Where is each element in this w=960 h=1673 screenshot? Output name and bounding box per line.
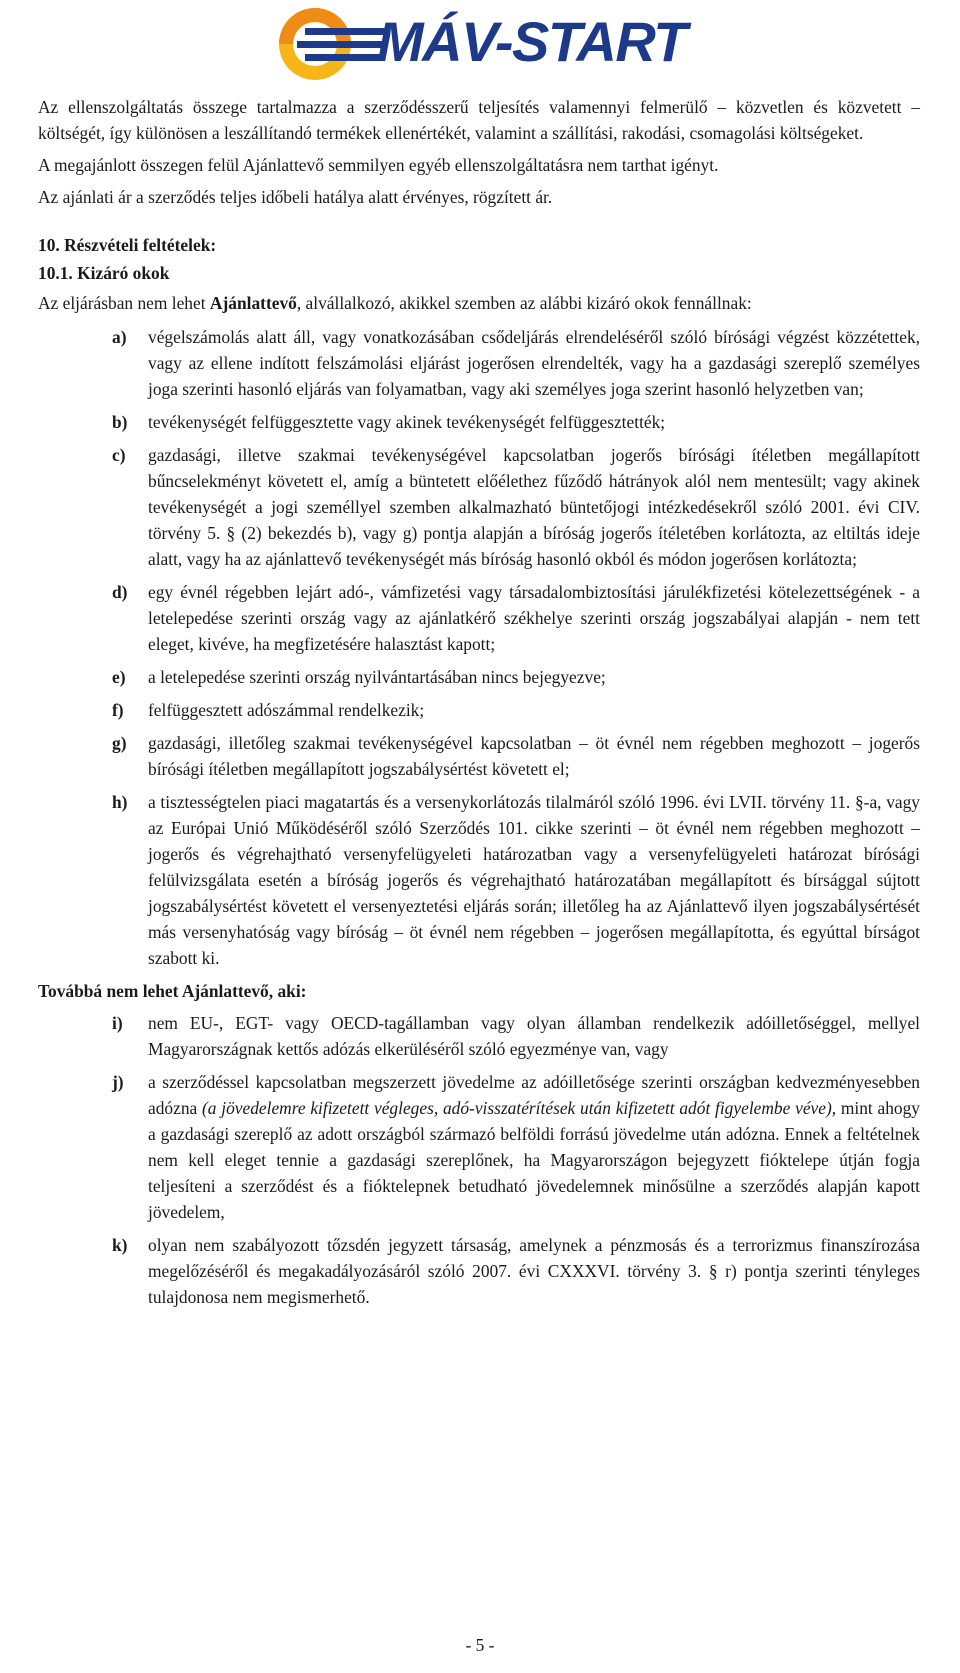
main-content xyxy=(38,94,920,1317)
item-j-text-before: a szerződéssel kapcsolatban megszerzett jövedelme az adóilletősége szerinti országban kedvezményesebben adózna xyxy=(148,1072,920,1118)
list-item-marker: j) xyxy=(112,1072,124,1092)
intro-paragraph-2: A megajánlott összegen felül Ajánlattevő semmilyen egyéb ellenszolgáltatásra nem tarthat igényt. xyxy=(38,155,719,175)
list-item-marker: k) xyxy=(112,1235,128,1255)
list-item xyxy=(38,789,920,971)
section-title: 10. Részvételi feltételek: xyxy=(38,235,217,255)
further-heading: Továbbá nem lehet Ajánlattevő, aki: xyxy=(38,981,307,1001)
list-item xyxy=(38,1232,920,1310)
list-item-marker: i) xyxy=(112,1013,123,1033)
mav-start-logo xyxy=(275,4,686,86)
logo-emblem-icon xyxy=(275,4,385,86)
list-item xyxy=(38,697,920,723)
logo-text: MÁV-START xyxy=(377,10,686,73)
list-item-text: egy évnél régebben lejárt adó-, vámfizetési vagy társadalombiztosítási járulékfizetési kötelezettségének - a letelepedése szerinti ország vagy az ajánlatkérő székhelye szerinti ország jogszabályai alapján - nem tett eleget, kivéve, ha megfizetésére halasztást kapott; xyxy=(148,582,920,654)
list-item-marker: b) xyxy=(112,412,128,432)
list-item-text: olyan nem szabályozott tőzsdén jegyzett társaság, amelynek a pénzmosás és a terrorizmus finanszírozása megelőzéséről és megakadályozásáról szóló 2007. évi CXXXVI. törvény 3. § r) pontja szerinti tényleges tulajdonosa nem megismerhető. xyxy=(148,1235,920,1307)
item-j-text-italic: (a jövedelemre kifizetett végleges, adó-visszatérítések után kifizetett adót figyelembe véve) xyxy=(202,1098,832,1118)
lead-text-before: Az eljárásban nem lehet xyxy=(38,293,210,313)
list-item-text: végelszámolás alatt áll, vagy vonatkozásában csődeljárás elrendeléséről szóló bírósági végzést közzétettek, vagy az ellene indított felszámolási eljárást jogerősen elrendelték, vagy ha a gazdasági szereplő személyes joga szerinti hasonló eljárás van folyamatban, vagy aki személyes joga szerint hasonló helyzetben van; xyxy=(148,327,920,399)
exclusion-list xyxy=(38,324,920,971)
lead-text-bold: Ajánlattevő xyxy=(209,293,297,313)
list-item xyxy=(38,664,920,690)
list-item-text: nem EU-, EGT- vagy OECD-tagállamban vagy olyan államban rendelkezik adóilletőséggel, mellyel Magyarországnak kettős adózás elkerüléséről szóló egyezménye van, vagy xyxy=(148,1013,920,1059)
list-item-text: felfüggesztett adószámmal rendelkezik; xyxy=(148,700,425,720)
page-number: - 5 - xyxy=(465,1635,495,1655)
exclusion-lead xyxy=(38,290,920,316)
list-item xyxy=(38,324,920,402)
list-item-marker: d) xyxy=(112,582,128,602)
list-item-marker: f) xyxy=(112,700,124,720)
list-item xyxy=(38,730,920,782)
list-item xyxy=(38,579,920,657)
intro-paragraph-1: Az ellenszolgáltatás összege tartalmazza a szerződésszerű teljesítés valamennyi felmerülő – közvetlen és közvetett – költségét, így különösen a leszállítandó termékek ellenértékét, valamint a szállítási, rakodási, csomagolási költségeket. xyxy=(38,97,920,143)
item-j-text-after: , mint ahogy a gazdasági szereplő az adott országból származó belföldi forrású jövedelme után adózna. Ennek a feltételnek nem kell eleget tennie a gazdasági szereplőnek, ha Magyarországon bejegyzett fióktelepe útján fogja teljesíteni a szerződést és a fióktelepnek betudható jövedelemnek minősülne a szerződés alapján kapott jövedelem, xyxy=(148,1098,920,1222)
list-item-text: a tisztességtelen piaci magatartás és a versenykorlátozás tilalmáról szóló 1996. évi LVII. törvény 11. §-a, vagy az Európai Unió Működéséről szóló Szerződés 101. cikke szerinti – öt évnél nem régebben meghozott – jogerős és végrehajtható versenyfelügyeleti határozatban vagy a versenyfelügyeleti határozat bírósági felülvizsgálata esetén a bíróság jogerős és végrehajtható határozatában megállapított és bírsággal sújtott jogszabálysértést követett el versenyeztetési eljárás során; illetőleg ha az Ajánlattevő ilyen jogszabálysértését más versenyhatóság vagy bíróság – öt évnél nem régebben – jogerősen megállapította, és egyúttal bírságot szabott ki. xyxy=(148,792,920,968)
section-subtitle: 10.1. Kizáró okok xyxy=(38,263,170,283)
list-item-text xyxy=(148,1069,920,1225)
lead-text-after: , alvállalkozó, akikkel szemben az alábbi kizáró okok fennállnak: xyxy=(296,293,752,313)
list-item-text: gazdasági, illetve szakmai tevékenységével kapcsolatban jogerős bírósági ítéletben megállapított bűncselekményt követett el, amíg a büntetett előélethez fűződő hátrányok alól nem mentesült; vagy akinek tevékenységét a jogi személlyel szemben alkalmazható büntetőjogi intézkedésekről szóló 2001. évi CIV. törvény 5. § (2) bekezdés b), vagy g) pontja alapján a bíróság jogerős ítéletében korlátozta, az eltiltás ideje alatt, vagy ha az ajánlattevő tevékenységét más bíróság hasonló okból és módon jogerősen korlátozta; xyxy=(148,445,920,569)
list-item-marker: e) xyxy=(112,667,126,687)
list-item-marker: g) xyxy=(112,733,127,753)
list-item xyxy=(38,1010,920,1062)
list-item xyxy=(38,1069,920,1225)
list-item-text: tevékenységét felfüggesztette vagy akinek tevékenységét felfüggesztették; xyxy=(148,412,666,432)
list-item-marker: c) xyxy=(112,445,126,465)
list-item-text: gazdasági, illetőleg szakmai tevékenységével kapcsolatban – öt évnél nem régebben meghozott – jogerős bírósági ítéletben megállapított jogszabálysértést követett el; xyxy=(148,733,920,779)
list-item xyxy=(38,442,920,572)
list-item xyxy=(38,409,920,435)
further-exclusion-list xyxy=(38,1010,920,1310)
list-item-marker: a) xyxy=(112,327,127,347)
intro-paragraph-3: Az ajánlati ár a szerződés teljes időbeli hatálya alatt érvényes, rögzített ár. xyxy=(38,187,553,207)
list-item-text: a letelepedése szerinti ország nyilvántartásában nincs bejegyezve; xyxy=(148,667,606,687)
list-item-marker: h) xyxy=(112,792,128,812)
